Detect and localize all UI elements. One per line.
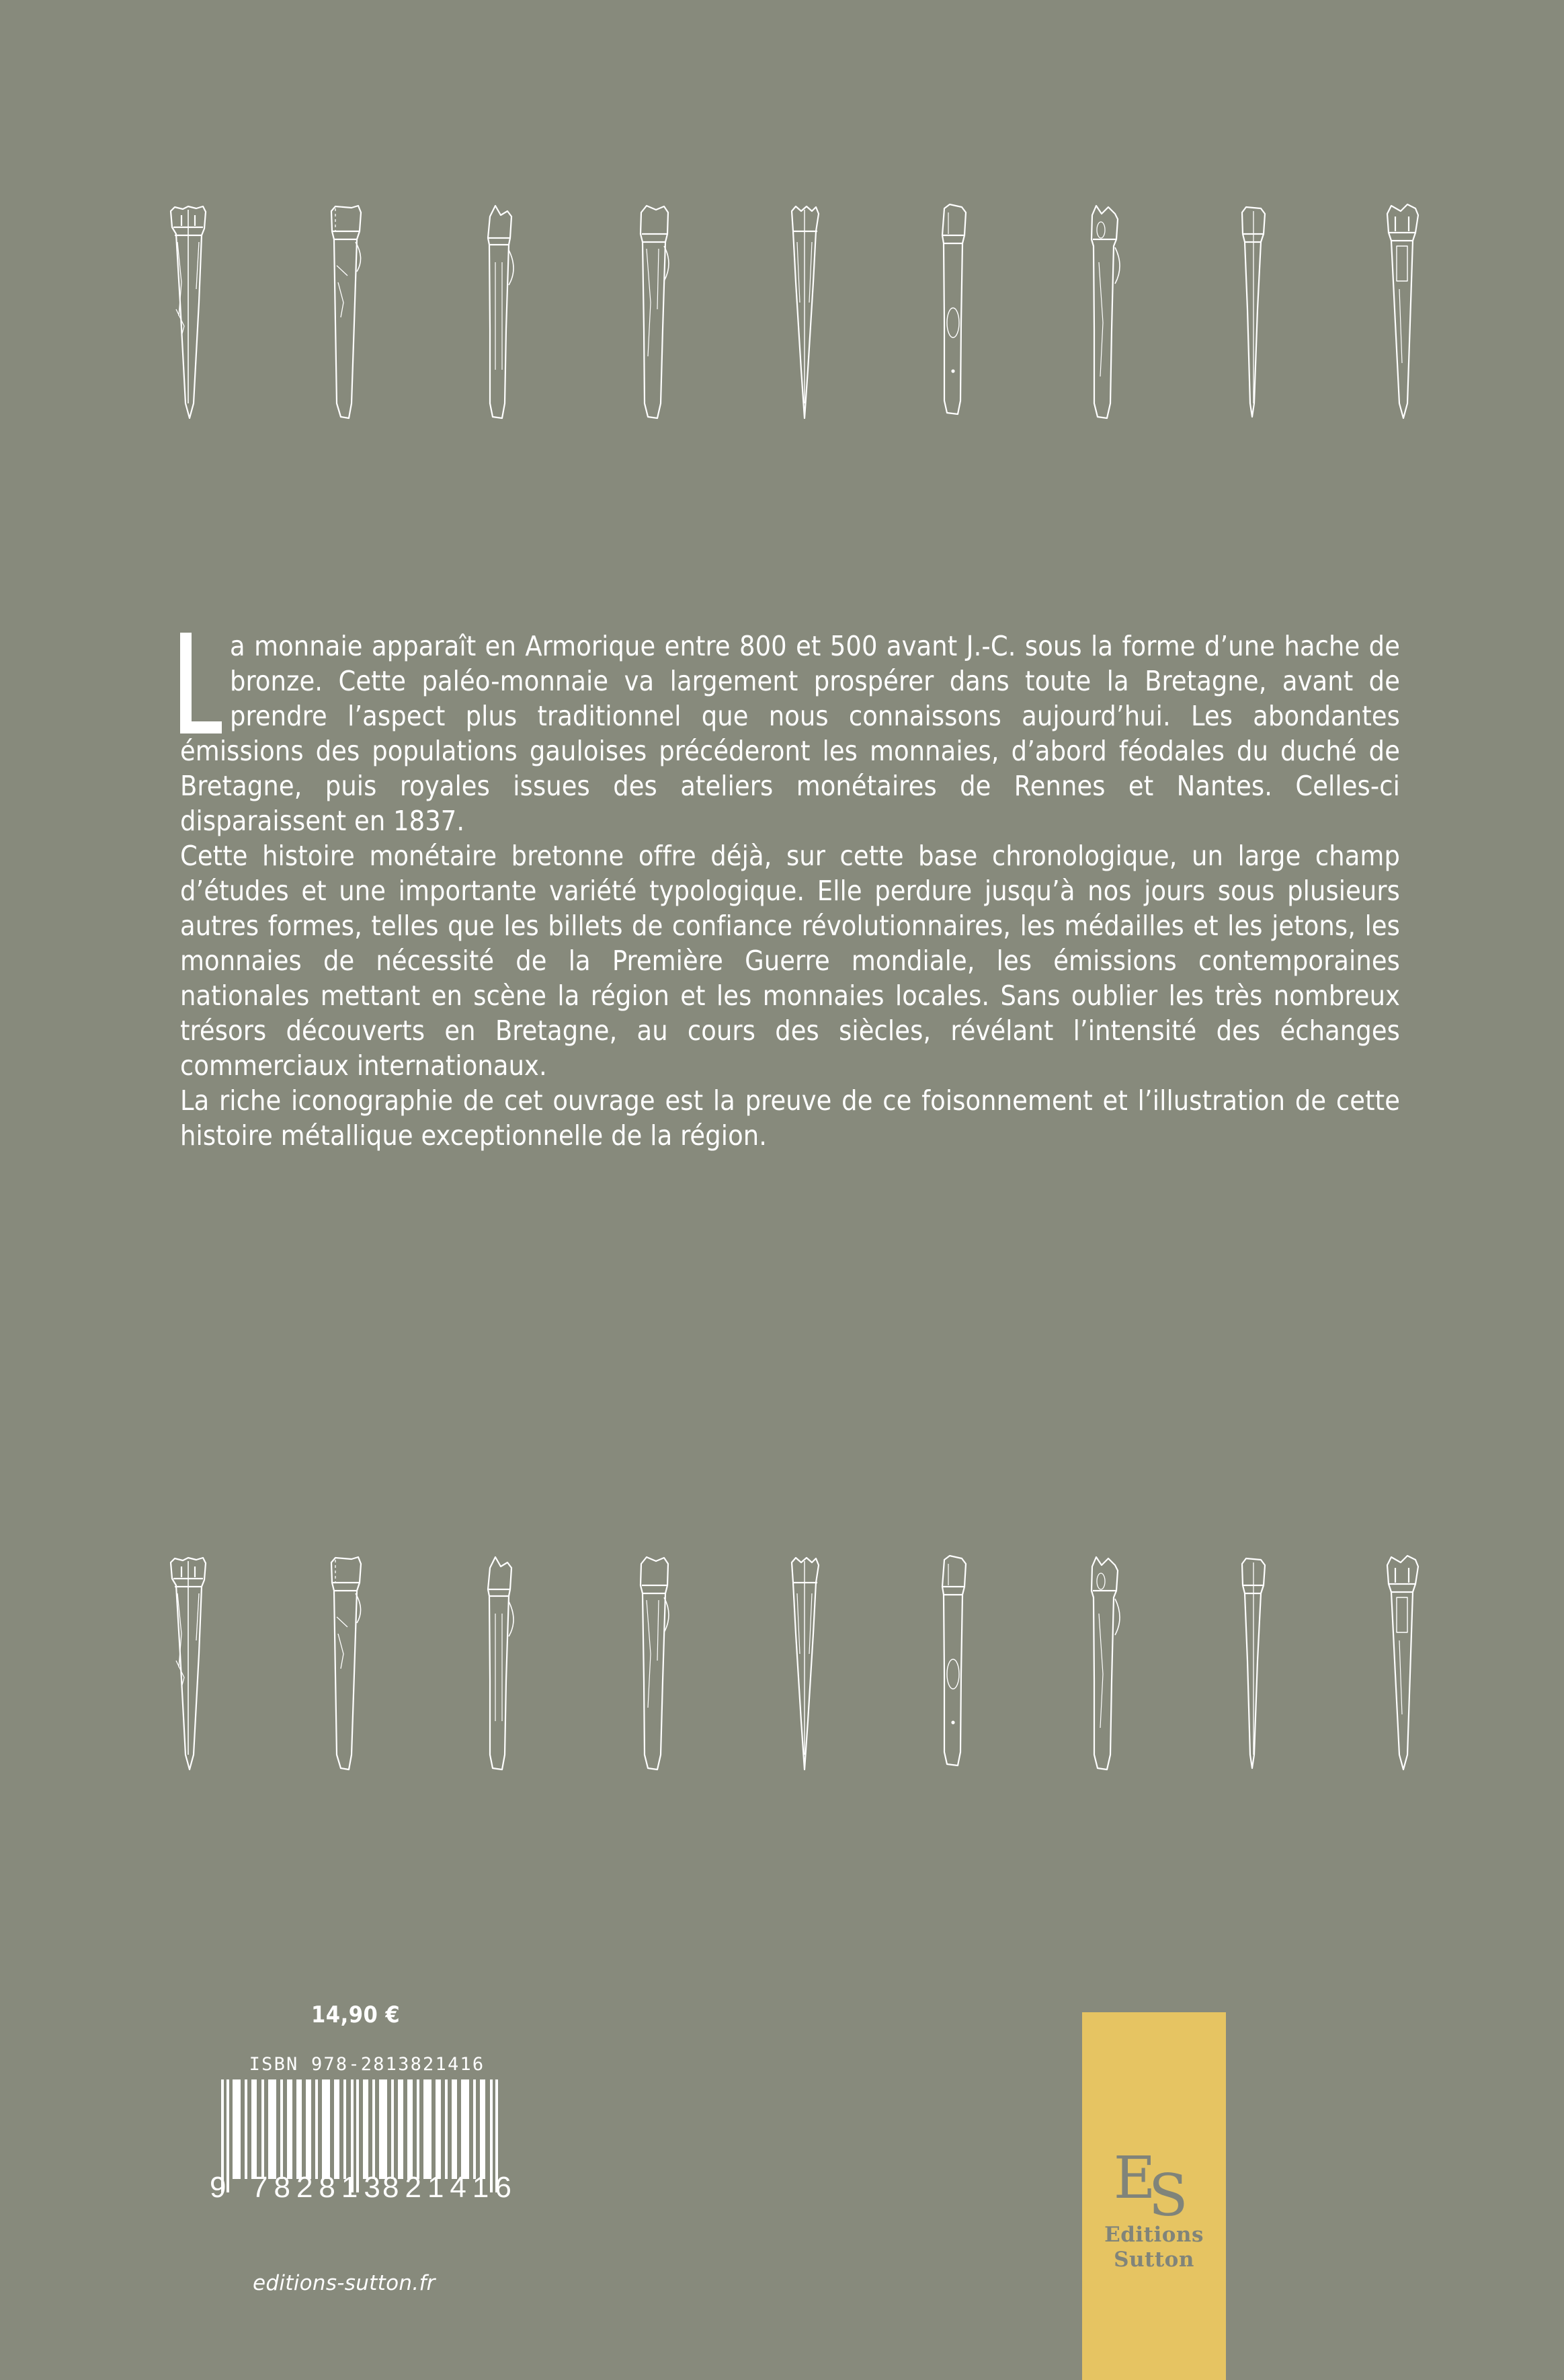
isbn-text: ISBN 978-2813821416 [249, 2054, 485, 2075]
axe-drawing [629, 1553, 679, 1775]
publisher-website[interactable]: editions-sutton.fr [253, 2271, 436, 2295]
axe-drawing [629, 202, 679, 424]
ean-group-1: 782813 [251, 2171, 386, 2204]
drop-cap-letter [180, 633, 222, 733]
axe-drawing [475, 1553, 524, 1775]
axe-drawing [1378, 202, 1425, 424]
es-monogram-icon [1082, 2145, 1226, 2229]
axe-drawing [161, 202, 215, 424]
barcode-digits [212, 2172, 522, 2203]
axe-drawing [1378, 1553, 1425, 1775]
axe-drawing [931, 202, 975, 424]
axe-illustration-row-bottom [161, 1553, 1425, 1802]
ean-lead-digit: 9 [210, 2171, 227, 2204]
axe-drawing [784, 1553, 825, 1775]
blurb-paragraph: a monnaie apparaît en Armorique entre 800 et 500 avant J.-C. sous la forme d’une hache de bronze. Cette paléo-monnaie va largement prospérer dans toute la Bretagne, avant de prendre l’aspect plus traditionnel que nous connaissons aujourd’hui. Les abondantes émissions des populations gauloises précéderont les monnaies, d’abord féodales du duché de Bretagne, puis royales issues des ateliers monétaires de Rennes et Nantes. Celles-ci disparaissent en 1837. [180, 630, 1400, 837]
monogram-letter-e: E [1113, 2145, 1156, 2212]
axe-drawing [931, 1553, 975, 1775]
axe-drawing [321, 202, 370, 424]
axe-drawing [784, 202, 825, 424]
axe-drawing [1080, 1553, 1128, 1775]
monogram-letter-s: S [1148, 2162, 1188, 2229]
publisher-logo [1082, 2145, 1226, 2272]
axe-illustration-row-top [161, 202, 1425, 450]
axe-drawing [1080, 202, 1128, 424]
publisher-logo-panel [1082, 2012, 1226, 2380]
axe-drawing [475, 202, 524, 424]
axe-drawing [161, 1553, 215, 1775]
blurb-paragraph: Cette histoire monétaire bretonne offre déjà, sur cette base chronologique, un large champ d’études et une importante variété typologique. Elle perdure jusqu’à nos jours sous plusieurs autres formes, telles que les billets de confiance révolutionnaires, les médailles et les jetons, les monnaies de nécessité de la Première Guerre mondiale, les émissions contemporaines nationales mettant en scène la région et les monnaies locales. Sans oublier les très nombreux trésors découverts en Bretagne, au cours des siècles, révélant l’intensité des échanges commerciaux internationaux. [180, 840, 1400, 1082]
ean-group-2: 821416 [382, 2171, 518, 2204]
isbn-barcode [212, 2054, 522, 2203]
publisher-name-line-1: Editions [1104, 2223, 1204, 2247]
blurb-paragraph: La riche iconographie de cet ouvrage est la preuve de ce foisonnement et l’illustration de cette histoire métallique exceptionnelle de la région. [180, 1084, 1400, 1152]
back-cover-blurb [180, 629, 1400, 1153]
price-label: 14,90 € [311, 2001, 401, 2028]
axe-drawing [1234, 202, 1273, 424]
publisher-name-line-2: Sutton [1114, 2248, 1194, 2272]
axe-drawing [321, 1553, 370, 1775]
axe-drawing [1234, 1553, 1273, 1775]
